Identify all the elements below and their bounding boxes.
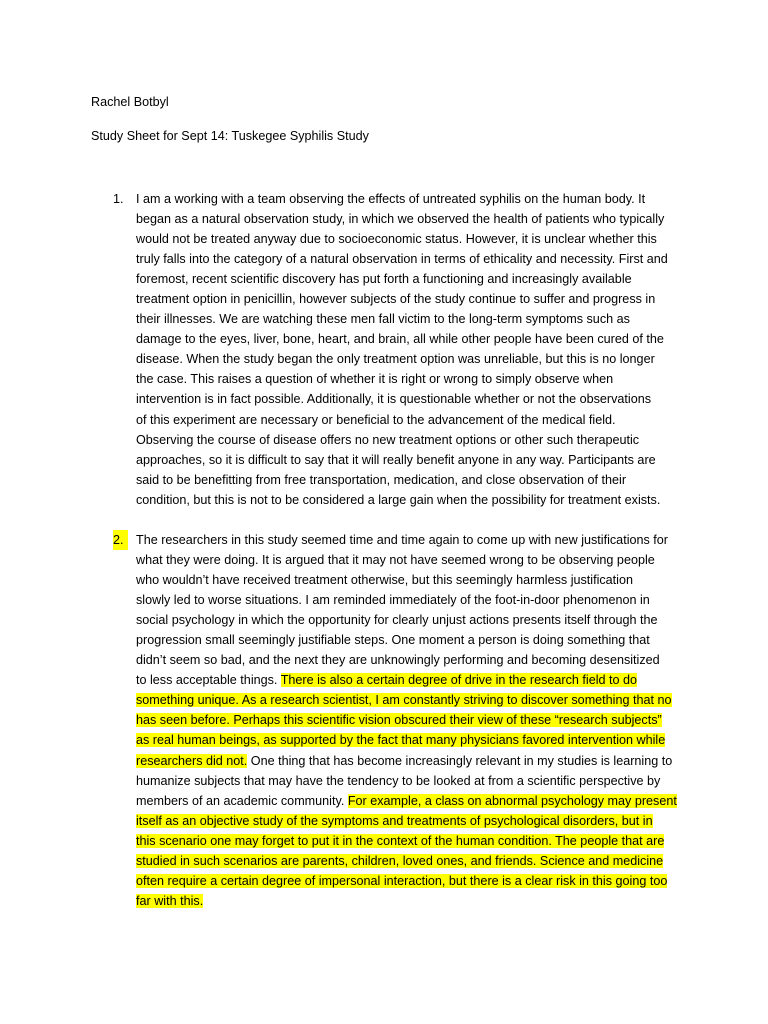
highlighted-text: has seen before. Perhaps this scientific vision obscured their view of these “research subjects” [136, 713, 662, 728]
text-segment: began as a natural observation study, in which we observed the health of patients who typically [136, 212, 665, 227]
text-line [136, 309, 696, 329]
text-segment: The researchers in this study seemed time and time again to come up with new justifications for [136, 533, 668, 547]
text-line [136, 690, 696, 710]
text-line [136, 470, 696, 490]
document-title: Study Sheet for Sept 14: Tuskegee Syphilis Study [91, 129, 369, 143]
text-segment: the case. This raises a question of whether it is right or wrong to simply observe when [136, 372, 614, 387]
text-segment: didn’t seem so bad, and the next they are unknowingly performing and becoming desensitized [136, 653, 660, 668]
text-line [136, 249, 696, 269]
text-line [136, 570, 696, 590]
text-line [136, 710, 696, 730]
highlighted-text: as real human beings, as supported by the fact that many physicians favored intervention while [136, 733, 666, 748]
text-line [136, 851, 696, 871]
text-line [136, 430, 696, 450]
text-segment: said to be benefitting from free transportation, medication, and close observation of their [136, 472, 627, 487]
highlighted-text: itself as an objective study of the symptoms and treatments of psychological disorders, but in [136, 813, 653, 828]
text-line [136, 891, 696, 911]
text-line [136, 289, 696, 309]
highlighted-text: For example, a class on abnormal psychology may present [347, 793, 677, 808]
text-segment: humanize subjects that may have the tendency to be looked at from a scientific perspective by [136, 773, 661, 788]
text-segment: members of an academic community. [136, 793, 348, 808]
text-line [136, 389, 696, 409]
text-line [136, 831, 696, 851]
highlighted-text: researchers did not. [136, 753, 248, 768]
author-name: Rachel Botbyl [91, 95, 169, 109]
text-line [136, 229, 696, 249]
text-segment: foremost, recent scientific discovery has put forth a functioning and increasingly available [136, 272, 632, 287]
text-line [136, 189, 696, 209]
text-line [136, 349, 696, 369]
text-line [136, 450, 696, 470]
text-segment: to less acceptable things. [136, 673, 281, 688]
highlighted-text: far with this. [136, 893, 204, 908]
text-segment: Observing the course of disease offers no new treatment options or other such therapeutic [136, 432, 640, 447]
text-segment: progression small seemingly justifiable steps. One moment a person is doing something that [136, 633, 650, 648]
text-line [136, 670, 696, 690]
text-line [136, 730, 696, 750]
text-line [136, 610, 696, 630]
highlighted-text: There is also a certain degree of drive in the research field to do [280, 673, 638, 688]
text-segment: treatment option in penicillin, however subjects of the study continue to suffer and progress in [136, 292, 656, 307]
text-line [136, 530, 696, 550]
text-line [136, 410, 696, 430]
text-line [136, 871, 696, 891]
text-segment: One thing that has become increasingly relevant in my studies is learning to [247, 753, 673, 768]
item-paragraph [136, 530, 696, 911]
text-segment: I am a working with a team observing the effects of untreated syphilis on the human body. It [136, 192, 646, 206]
text-segment: intervention is in fact possible. Additionally, it is questionable whether or not the observations [136, 392, 652, 407]
highlighted-text: this scenario one may forget to put it in the context of the human condition. The people that are [136, 833, 665, 848]
text-line [136, 751, 696, 771]
text-line [136, 269, 696, 289]
text-line [136, 209, 696, 229]
highlighted-text: studied in such scenarios are parents, children, loved ones, and friends. Science and medicine [136, 853, 664, 868]
text-line [136, 590, 696, 610]
text-segment: what they were doing. It is argued that it may not have seemed wrong to be observing people [136, 553, 655, 568]
text-segment: disease. When the study began the only treatment option was unreliable, but this is no longer [136, 352, 655, 367]
text-segment: damage to the eyes, liver, bone, heart, and brain, all while other people have been cured of the [136, 332, 664, 347]
text-segment: approaches, so it is difficult to say that it will really benefit anyone in any way. Participants are [136, 452, 656, 467]
text-line [136, 811, 696, 831]
item-number: 1. [113, 192, 124, 206]
text-line [136, 550, 696, 570]
text-segment: condition, but this is not to be considered a large gain when the possibility for treatment exists. [136, 492, 661, 507]
text-line [136, 791, 696, 811]
text-line [136, 329, 696, 349]
text-segment: would not be treated anyway due to socioeconomic status. However, it is unclear whether this [136, 232, 657, 247]
item-number: 2. [113, 530, 128, 550]
text-segment: social psychology in which the opportunity for clearly unjust actions presents itself through the [136, 613, 658, 628]
text-segment: their illnesses. We are watching these men fall victim to the long-term symptoms such as [136, 312, 630, 327]
text-line [136, 650, 696, 670]
item-paragraph [136, 189, 696, 510]
text-line [136, 630, 696, 650]
highlighted-text: something unique. As a research scientist, I am constantly striving to discover something that no [136, 693, 672, 708]
text-line [136, 369, 696, 389]
text-segment: of this experiment are necessary or beneficial to the advancement of the medical field. [136, 412, 616, 427]
text-segment: slowly led to worse situations. I am reminded immediately of the foot-in-door phenomenon in [136, 593, 650, 608]
text-line [136, 490, 696, 510]
text-segment: truly falls into the category of a natural observation in terms of ethicality and necessity. First and [136, 252, 668, 267]
text-line [136, 771, 696, 791]
highlighted-text: often require a certain degree of impersonal interaction, but there is a clear risk in this going too [136, 873, 668, 888]
text-segment: who wouldn’t have received treatment otherwise, but this seemingly harmless justification [136, 573, 633, 588]
